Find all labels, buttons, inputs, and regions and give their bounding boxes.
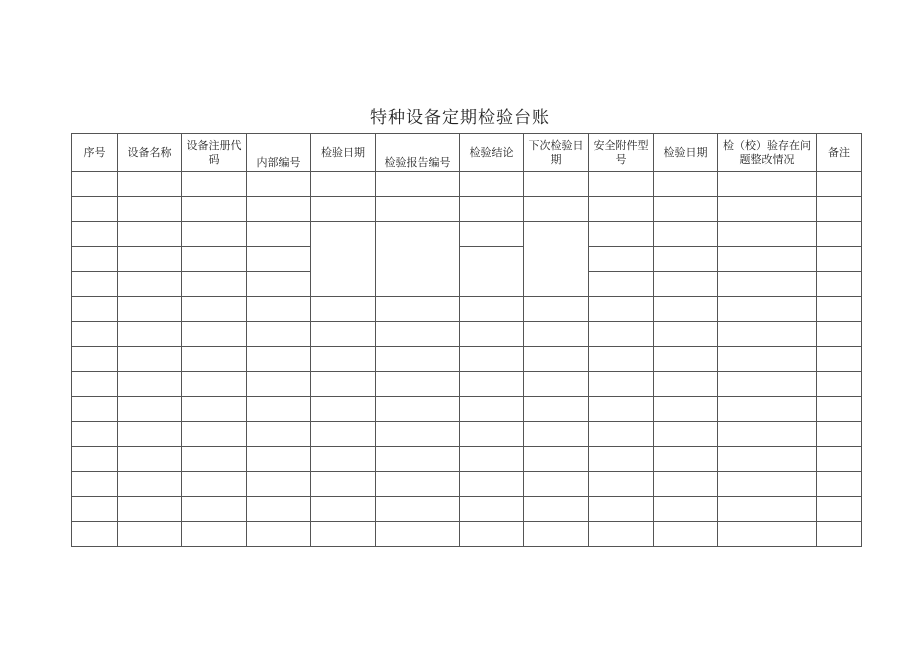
table-cell[interactable]: [654, 322, 718, 347]
table-cell[interactable]: [460, 347, 524, 372]
table-cell[interactable]: [589, 172, 654, 197]
table-cell[interactable]: [118, 347, 182, 372]
table-cell[interactable]: [72, 272, 118, 297]
table-cell[interactable]: [72, 172, 118, 197]
table-cell[interactable]: [72, 247, 118, 272]
table-cell[interactable]: [718, 497, 817, 522]
table-cell[interactable]: [118, 447, 182, 472]
table-cell[interactable]: [72, 422, 118, 447]
table-cell[interactable]: [182, 172, 247, 197]
table-cell[interactable]: [182, 322, 247, 347]
table-cell[interactable]: [247, 472, 311, 497]
table-cell[interactable]: [524, 372, 589, 397]
table-cell[interactable]: [524, 272, 589, 297]
table-cell[interactable]: [718, 297, 817, 322]
table-cell[interactable]: [524, 247, 589, 272]
table-cell[interactable]: [118, 197, 182, 222]
table-cell[interactable]: [72, 197, 118, 222]
table-cell[interactable]: [376, 247, 460, 272]
table-cell[interactable]: [311, 322, 376, 347]
table-cell[interactable]: [311, 172, 376, 197]
table-row: [72, 447, 862, 472]
table-cell[interactable]: [182, 397, 247, 422]
table-cell[interactable]: [654, 447, 718, 472]
table-cell[interactable]: [589, 222, 654, 247]
table-cell[interactable]: [247, 397, 311, 422]
table-cell[interactable]: [460, 172, 524, 197]
table-cell[interactable]: [524, 347, 589, 372]
header-accessory-inspection-date: 检验日期: [654, 134, 718, 172]
table-cell[interactable]: [460, 447, 524, 472]
table-cell[interactable]: [589, 272, 654, 297]
table-cell[interactable]: [718, 522, 817, 547]
table-row: [72, 222, 862, 247]
table-cell[interactable]: [311, 422, 376, 447]
table-cell[interactable]: [654, 372, 718, 397]
table-cell[interactable]: [72, 322, 118, 347]
table-cell[interactable]: [654, 497, 718, 522]
table-cell[interactable]: [247, 197, 311, 222]
table-cell[interactable]: [247, 522, 311, 547]
table-cell[interactable]: [654, 247, 718, 272]
table-cell[interactable]: [817, 472, 862, 497]
table-cell[interactable]: [118, 297, 182, 322]
table-cell[interactable]: [524, 322, 589, 347]
table-cell[interactable]: [182, 497, 247, 522]
table-cell[interactable]: [182, 347, 247, 372]
inspection-ledger-table: [71, 133, 862, 547]
table-cell[interactable]: [72, 497, 118, 522]
table-cell[interactable]: [718, 272, 817, 297]
table-cell[interactable]: [376, 347, 460, 372]
table-cell[interactable]: [718, 222, 817, 247]
table-cell[interactable]: [182, 297, 247, 322]
table-cell[interactable]: [817, 522, 862, 547]
table-cell[interactable]: [376, 272, 460, 297]
table-cell[interactable]: [118, 272, 182, 297]
table-row: [72, 247, 862, 272]
table-cell[interactable]: [460, 297, 524, 322]
table-cell[interactable]: [654, 222, 718, 247]
table-cell[interactable]: [118, 372, 182, 397]
table-cell[interactable]: [524, 197, 589, 222]
table-cell[interactable]: [311, 272, 376, 297]
table-cell[interactable]: [589, 522, 654, 547]
table-cell[interactable]: [817, 497, 862, 522]
table-cell[interactable]: [311, 372, 376, 397]
table-cell[interactable]: [460, 472, 524, 497]
table-cell[interactable]: [589, 447, 654, 472]
table-cell[interactable]: [654, 272, 718, 297]
table-cell[interactable]: [247, 322, 311, 347]
table-row: [72, 422, 862, 447]
table-cell[interactable]: [376, 197, 460, 222]
table-row: [72, 347, 862, 372]
table-cell[interactable]: [589, 472, 654, 497]
table-cell[interactable]: [524, 172, 589, 197]
table-cell[interactable]: [118, 472, 182, 497]
table-cell[interactable]: [118, 322, 182, 347]
table-cell[interactable]: [817, 347, 862, 372]
table-cell[interactable]: [817, 272, 862, 297]
table-row: [72, 397, 862, 422]
table-cell[interactable]: [460, 272, 524, 297]
table-cell[interactable]: [182, 472, 247, 497]
table-cell[interactable]: [311, 297, 376, 322]
table-cell[interactable]: [182, 372, 247, 397]
table-cell[interactable]: [376, 422, 460, 447]
table-cell[interactable]: [376, 222, 460, 247]
header-safety-accessory-model: 安全附件型号: [589, 134, 654, 172]
table-cell[interactable]: [311, 347, 376, 372]
table-cell[interactable]: [817, 197, 862, 222]
table-cell[interactable]: [524, 447, 589, 472]
table-cell[interactable]: [72, 297, 118, 322]
table-cell[interactable]: [247, 497, 311, 522]
table-cell[interactable]: [72, 522, 118, 547]
document-title: 特种设备定期检验台账: [370, 108, 550, 128]
table-cell[interactable]: [182, 222, 247, 247]
table-cell[interactable]: [589, 197, 654, 222]
header-inspection-conclusion: 检验结论: [460, 134, 524, 172]
table-row: [72, 297, 862, 322]
table-cell[interactable]: [118, 422, 182, 447]
table-cell[interactable]: [718, 422, 817, 447]
table-cell[interactable]: [817, 422, 862, 447]
table-row: [72, 172, 862, 197]
table-cell[interactable]: [654, 422, 718, 447]
table-cell[interactable]: [72, 372, 118, 397]
table-cell[interactable]: [718, 372, 817, 397]
table-cell[interactable]: [817, 372, 862, 397]
table-cell[interactable]: [654, 522, 718, 547]
table-cell[interactable]: [718, 447, 817, 472]
table-cell[interactable]: [311, 447, 376, 472]
table-cell[interactable]: [718, 472, 817, 497]
table-cell[interactable]: [311, 222, 376, 247]
table-cell[interactable]: [247, 272, 311, 297]
table-cell[interactable]: [654, 197, 718, 222]
table-cell[interactable]: [460, 322, 524, 347]
table-cell[interactable]: [182, 447, 247, 472]
table-cell[interactable]: [817, 247, 862, 272]
ledger-body: [72, 172, 862, 547]
table-row: [72, 472, 862, 497]
table-cell[interactable]: [524, 397, 589, 422]
table-cell[interactable]: [589, 247, 654, 272]
table-cell[interactable]: [72, 472, 118, 497]
table-cell[interactable]: [524, 522, 589, 547]
table-cell[interactable]: [817, 222, 862, 247]
table-cell[interactable]: [118, 247, 182, 272]
table-cell[interactable]: [247, 297, 311, 322]
table-cell[interactable]: [182, 197, 247, 222]
table-cell[interactable]: [460, 197, 524, 222]
table-cell[interactable]: [311, 197, 376, 222]
table-cell[interactable]: [718, 247, 817, 272]
table-cell[interactable]: [311, 497, 376, 522]
table-cell[interactable]: [376, 372, 460, 397]
table-cell[interactable]: [247, 247, 311, 272]
table-row: [72, 272, 862, 297]
table-cell[interactable]: [182, 422, 247, 447]
table-cell[interactable]: [460, 247, 524, 272]
table-cell[interactable]: [460, 397, 524, 422]
table-cell[interactable]: [524, 222, 589, 247]
table-cell[interactable]: [589, 422, 654, 447]
table-cell[interactable]: [376, 297, 460, 322]
table-cell[interactable]: [589, 322, 654, 347]
table-cell[interactable]: [460, 222, 524, 247]
table-cell[interactable]: [589, 297, 654, 322]
table-cell[interactable]: [376, 172, 460, 197]
table-cell[interactable]: [72, 347, 118, 372]
table-cell[interactable]: [118, 222, 182, 247]
header-equipment-name: 设备名称: [118, 134, 182, 172]
table-cell[interactable]: [654, 472, 718, 497]
header-registration-code: 设备注册代码: [182, 134, 247, 172]
table-cell[interactable]: [72, 397, 118, 422]
table-cell[interactable]: [589, 497, 654, 522]
table-cell[interactable]: [524, 497, 589, 522]
table-cell[interactable]: [247, 222, 311, 247]
table-row: [72, 497, 862, 522]
table-cell[interactable]: [182, 272, 247, 297]
table-cell[interactable]: [718, 347, 817, 372]
table-cell[interactable]: [589, 372, 654, 397]
table-cell[interactable]: [247, 447, 311, 472]
table-cell[interactable]: [589, 397, 654, 422]
table-cell[interactable]: [524, 297, 589, 322]
table-cell[interactable]: [817, 447, 862, 472]
table-cell[interactable]: [817, 297, 862, 322]
header-internal-number: 内部编号: [247, 134, 311, 172]
table-cell[interactable]: [460, 497, 524, 522]
table-cell[interactable]: [118, 172, 182, 197]
table-cell[interactable]: [524, 472, 589, 497]
table-cell[interactable]: [718, 197, 817, 222]
table-cell[interactable]: [654, 347, 718, 372]
table-cell[interactable]: [718, 397, 817, 422]
table-row: [72, 322, 862, 347]
table-cell[interactable]: [247, 372, 311, 397]
table-cell[interactable]: [376, 522, 460, 547]
table-row: [72, 372, 862, 397]
header-serial-number: 序号: [72, 134, 118, 172]
table-cell[interactable]: [376, 397, 460, 422]
table-cell[interactable]: [376, 472, 460, 497]
table-cell[interactable]: [718, 322, 817, 347]
table-cell[interactable]: [524, 422, 589, 447]
table-cell[interactable]: [247, 347, 311, 372]
table-cell[interactable]: [654, 297, 718, 322]
table-cell[interactable]: [589, 347, 654, 372]
table-cell[interactable]: [311, 522, 376, 547]
table-cell[interactable]: [118, 497, 182, 522]
table-cell[interactable]: [460, 372, 524, 397]
table-cell[interactable]: [311, 397, 376, 422]
table-cell[interactable]: [311, 247, 376, 272]
header-next-inspection-date: 下次检验日期: [524, 134, 589, 172]
table-cell[interactable]: [182, 522, 247, 547]
header-rectification-status: 检（校）验存在问题整改情况: [718, 134, 817, 172]
table-cell[interactable]: [376, 322, 460, 347]
table-cell[interactable]: [718, 172, 817, 197]
table-cell[interactable]: [72, 222, 118, 247]
table-cell[interactable]: [817, 172, 862, 197]
table-cell[interactable]: [376, 497, 460, 522]
table-cell[interactable]: [247, 172, 311, 197]
table-cell[interactable]: [182, 247, 247, 272]
table-cell[interactable]: [118, 397, 182, 422]
table-cell[interactable]: [460, 422, 524, 447]
table-cell[interactable]: [72, 447, 118, 472]
table-row: [72, 522, 862, 547]
header-inspection-date: 检验日期: [311, 134, 376, 172]
table-cell[interactable]: [654, 172, 718, 197]
table-cell[interactable]: [376, 447, 460, 472]
table-cell[interactable]: [817, 322, 862, 347]
header-remarks: 备注: [817, 134, 862, 172]
header-row: [72, 134, 862, 172]
table-cell[interactable]: [817, 397, 862, 422]
header-report-number: 检验报告编号: [376, 134, 460, 172]
table-cell[interactable]: [311, 472, 376, 497]
table-cell[interactable]: [654, 397, 718, 422]
table-cell[interactable]: [118, 522, 182, 547]
table-row: [72, 197, 862, 222]
table-cell[interactable]: [247, 422, 311, 447]
table-cell[interactable]: [460, 522, 524, 547]
